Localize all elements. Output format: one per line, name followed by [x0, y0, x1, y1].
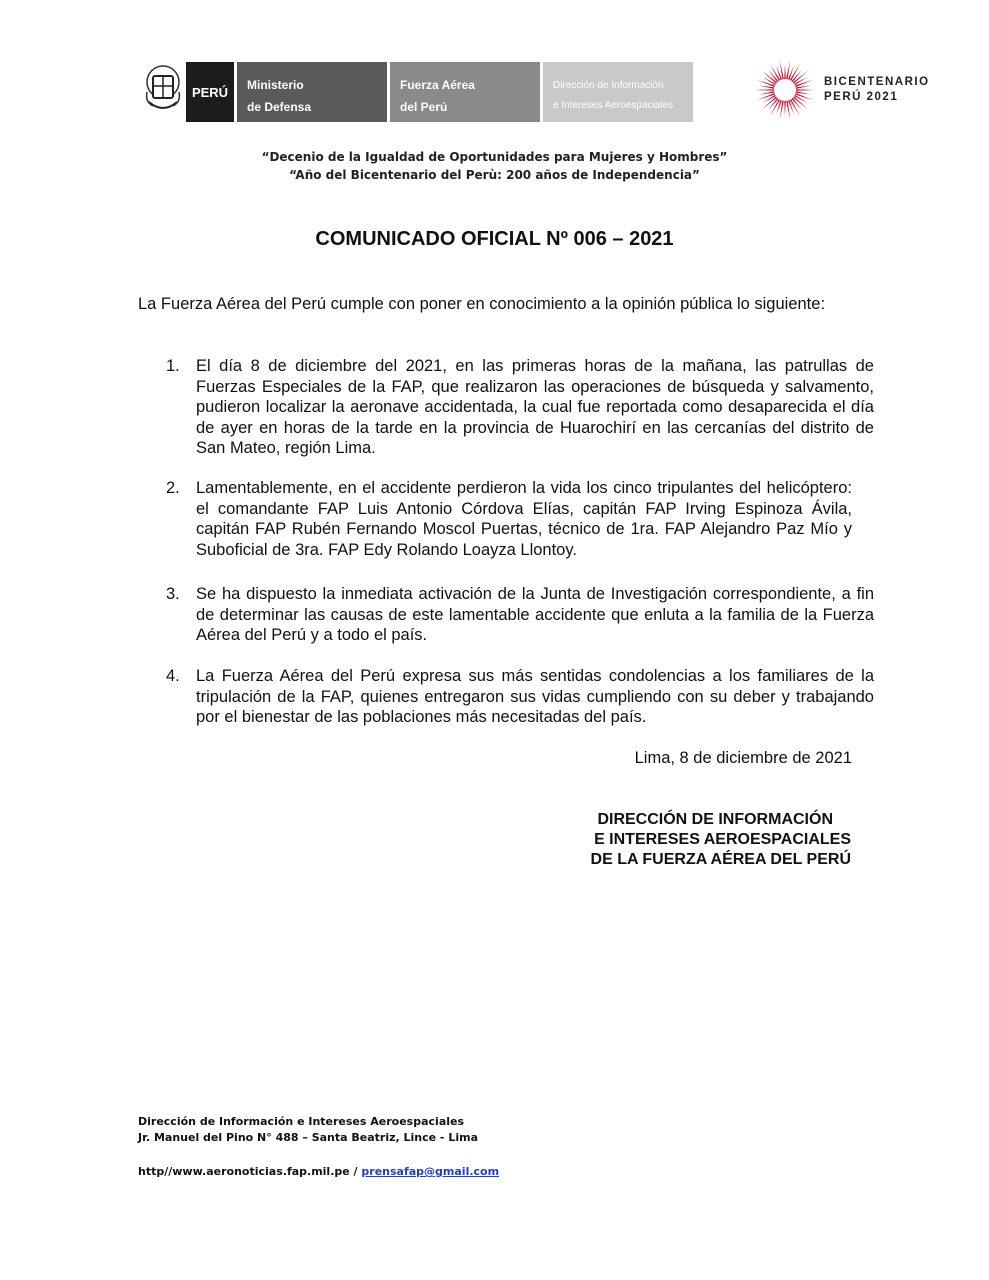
bicentenario-line-2: PERÚ 2021 [824, 91, 899, 103]
footer-office: Dirección de Información e Intereses Aeroespaciales [138, 1115, 465, 1128]
peru-coat-of-arms-icon [140, 60, 186, 124]
item-number: 4. [166, 667, 180, 685]
item-number: 1. [166, 357, 180, 375]
item-text: Lamentablemente, en el accidente perdieron la vida los cinco tripulantes del helicóptero: el comandante FAP Luis Antonio Córdova Elías, capitán FAP Irving Espinoza Ávila, capitán FAP Rubén Fernando Moscol Puertas, técnico de 1ra. FAP Alejandro Paz Mío y Suboficial de 3ra. FAP Edy Rolando Loayza Llontoy. [196, 479, 852, 559]
footer-address: Jr. Manuel del Pino N° 488 – Santa Beatriz, Lince - Lima [138, 1131, 478, 1144]
item-number: 3. [166, 585, 180, 603]
air-force-box [390, 62, 540, 122]
item-text: El día 8 de diciembre del 2021, en las primeras horas de la mañana, las patrullas de Fuerzas Especiales de la FAP, que realizaron las operaciones de búsqueda y salvamento, pudieron localizar la aeronave accidentada, la cual fue reportada como desaparecida el día de ayer en horas de la tarde en la provincia de Huarochirí en las cercanías del distrito de San Mateo, región Lima. [196, 357, 874, 457]
item-text: Se ha dispuesto la inmediata activación de la Junta de Investigación correspondiente, a fin de determinar las causas de este lamentable accidente que enluta a la familia de la Fuerza Aérea del Perú y a todo el país. [196, 585, 874, 644]
signature-line-2: E INTERESES AEROESPACIALES [594, 831, 851, 848]
ministry-box [237, 62, 387, 122]
bicentenario-line-1: BICENTENARIO [824, 76, 930, 88]
motto-year: “Año del Bicentenario del Perù: 200 años de Independencia” [289, 168, 700, 182]
peru-label: PERÚ [186, 62, 234, 122]
motto-decade: “Decenio de la Igualdad de Oportunidades para Mujeres y Hombres” [261, 150, 728, 164]
ministry-line-2: de Defensa [247, 100, 312, 114]
date-line: Lima, 8 de diciembre de 2021 [634, 749, 852, 767]
bicentenario-emblem-icon [752, 57, 818, 123]
page-title: COMUNICADO OFICIAL Nº 006 – 2021 [315, 228, 674, 250]
air-force-line-1: Fuerza Aérea [400, 78, 475, 92]
ministry-line-1: Ministerio [247, 78, 304, 92]
direction-box [543, 62, 693, 122]
footer-contact [138, 1165, 499, 1178]
direction-line-2: e Intereses Aeroespaciales [553, 100, 674, 111]
item-number: 2. [166, 479, 180, 497]
bicentenario-logo [752, 56, 932, 124]
item-text: La Fuerza Aérea del Perú expresa sus más sentidas condolencias a los familiares de la tripulación de la FAP, quienes entregaron sus vidas cumpliendo con su deber y trabajando por el bienestar de las poblaciones más necesitadas del país. [196, 667, 874, 726]
signature-line-1: DIRECCIÓN DE INFORMACIÓN [597, 811, 833, 828]
footer-email-link[interactable]: prensafap@gmail.com [361, 1165, 500, 1178]
intro-paragraph: La Fuerza Aérea del Perú cumple con poner en conocimiento a la opinión pública lo siguiente: [138, 295, 826, 313]
direction-line-1: Dirección de Información [553, 80, 664, 91]
signature-block [555, 810, 851, 870]
footer-website: http//www.aeronoticias.fap.mil.pe / [138, 1165, 362, 1178]
header-logos [140, 60, 693, 124]
air-force-line-2: del Perú [400, 100, 448, 114]
signature-line-3: DE LA FUERZA AÉREA DEL PERÚ [590, 851, 851, 868]
